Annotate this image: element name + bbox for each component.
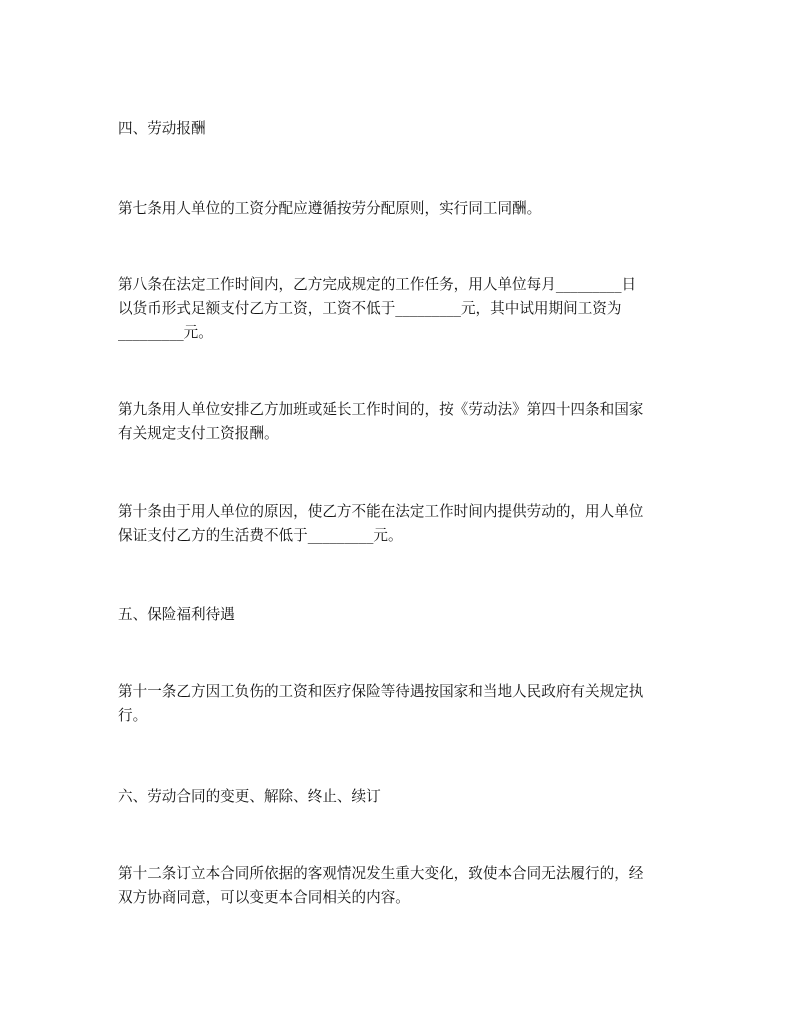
article-10-paragraph	[118, 500, 684, 548]
text-line: 第九条用人单位安排乙方加班或延长工作时间的，按《劳动法》第四十四条和国家	[118, 401, 644, 418]
text-line: 第七条用人单位的工资分配应遵循按劳分配原则，实行同工同酬。	[118, 200, 542, 217]
text-line: 四、劳动报酬	[118, 120, 206, 137]
article-11-paragraph	[118, 680, 684, 728]
article-8-paragraph	[118, 273, 684, 345]
text-line: 双方协商同意，可以变更本合同相关的内容。	[118, 889, 410, 906]
text-line: 第八条在法定工作时间内，乙方完成规定的工作任务，用人单位每月_________日	[118, 276, 637, 293]
text-line: 第十一条乙方因工负伤的工资和医疗保险等待遇按国家和当地人民政府有关规定执	[118, 683, 644, 700]
text-line: 六、劳动合同的变更、解除、终止、续订	[118, 788, 381, 805]
text-line: 第十二条订立本合同所依据的客观情况发生重大变化，致使本合同无法履行的，经	[118, 865, 644, 882]
text-line: 保证支付乙方的生活费不低于_________元。	[118, 527, 403, 544]
section-heading-contract-changes	[118, 785, 684, 809]
text-line: 有关规定支付工资报酬。	[118, 425, 279, 442]
article-7-paragraph	[118, 197, 684, 221]
text-line: 以货币形式足额支付乙方工资，工资不低于_________元，其中试用期间工资为	[118, 300, 622, 317]
section-heading-labor-compensation	[118, 117, 684, 141]
text-line: 第十条由于用人单位的原因，使乙方不能在法定工作时间内提供劳动的，用人单位	[118, 503, 644, 520]
text-line: _________元。	[118, 324, 213, 341]
text-line: 五、保险福利待遇	[118, 606, 235, 623]
section-heading-insurance-welfare	[118, 603, 684, 627]
article-9-paragraph	[118, 398, 684, 446]
text-line: 行。	[118, 707, 148, 724]
article-12-paragraph	[118, 862, 684, 910]
